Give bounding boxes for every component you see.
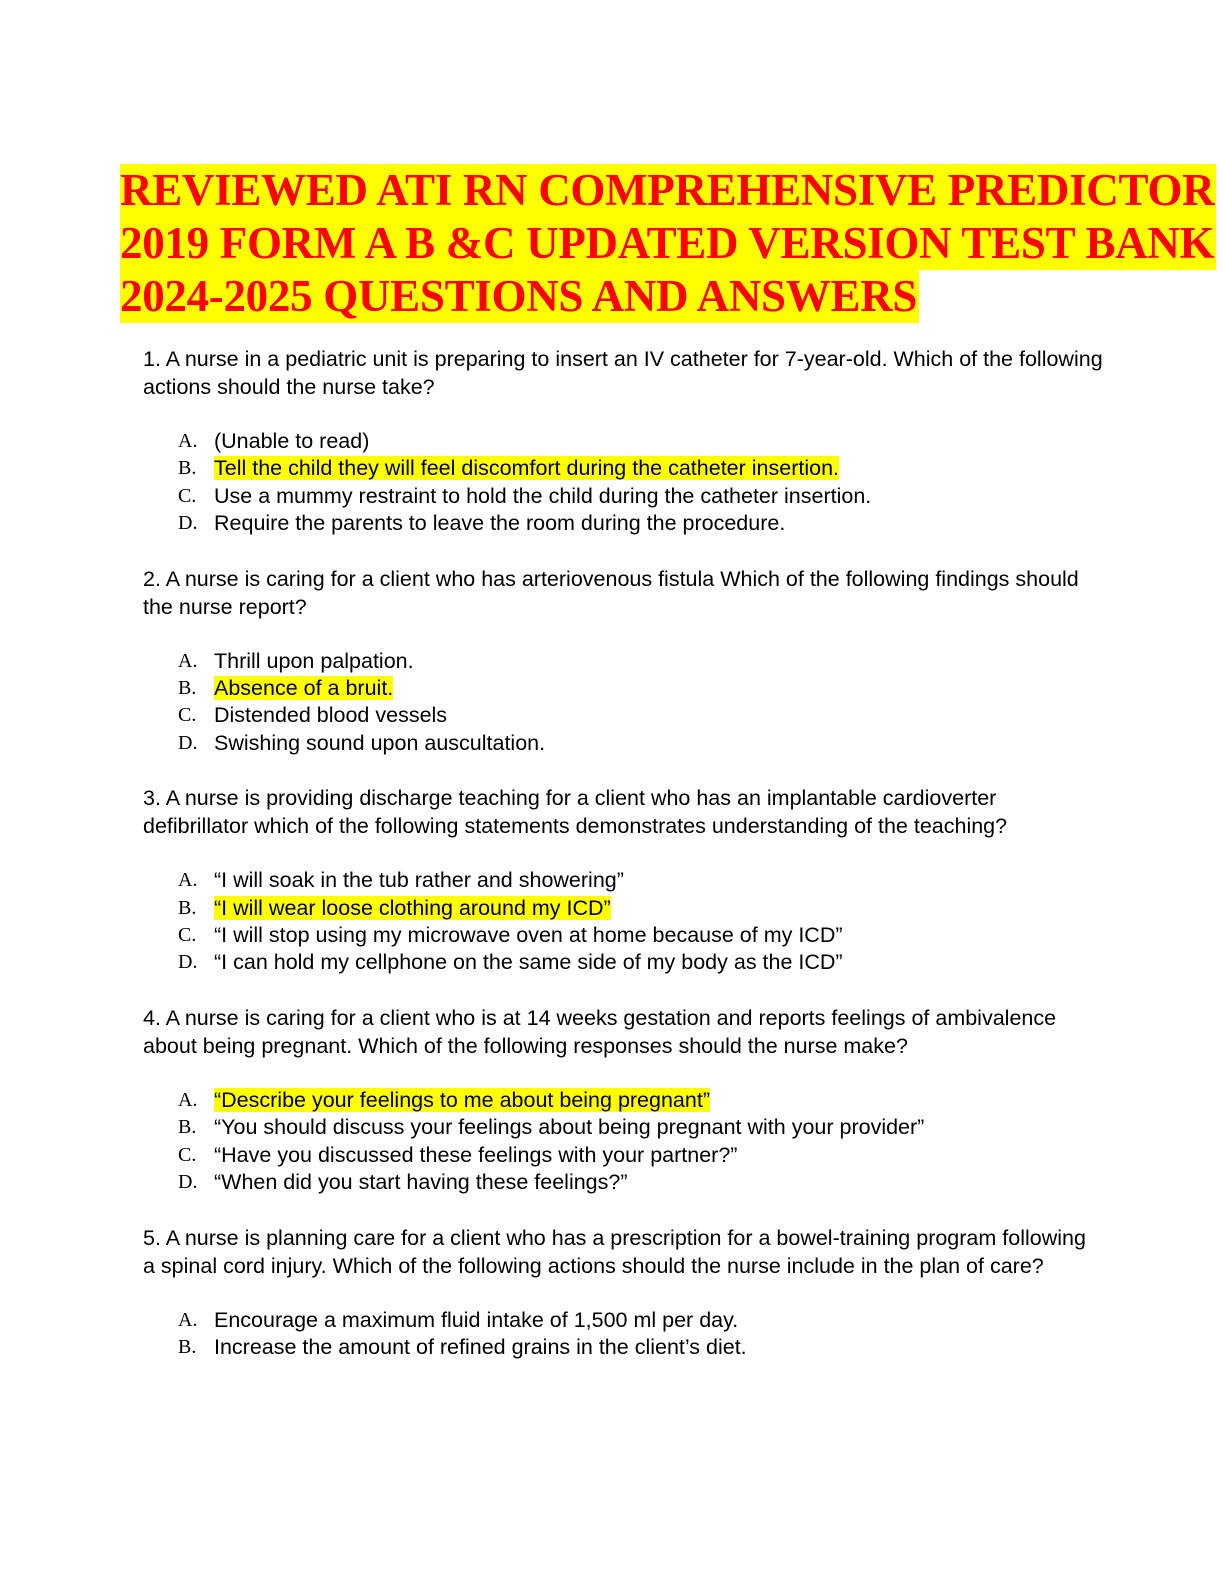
option-letter: B. bbox=[178, 1116, 197, 1139]
option-text: Encourage a maximum fluid intake of 1,500 ml per day. bbox=[214, 1307, 739, 1332]
document-title bbox=[120, 164, 1215, 323]
option-letter: A. bbox=[178, 1308, 198, 1331]
option-a bbox=[143, 1307, 1103, 1334]
option-text: “You should discuss your feelings about being pregnant with your provider” bbox=[214, 1115, 925, 1140]
question-3 bbox=[143, 784, 1103, 977]
highlighted-answer-text: “I will wear loose clothing around my ICD” bbox=[214, 895, 611, 920]
question-stem: 5. A nurse is planning care for a client who has a prescription for a bowel-training program following a spinal cord injury. Which of the following actions should the nurse include in the plan of care? bbox=[143, 1225, 1086, 1278]
option-letter: D. bbox=[178, 951, 198, 974]
option-b bbox=[143, 1114, 1103, 1141]
question-stem: 2. A nurse is caring for a client who has arteriovenous fistula Which of the following findings should the nurse report? bbox=[143, 566, 1079, 619]
question-1 bbox=[143, 345, 1103, 538]
option-text: Thrill upon palpation. bbox=[214, 648, 414, 673]
option-c bbox=[143, 1142, 1103, 1169]
option-text: “Have you discussed these feelings with your partner?” bbox=[214, 1142, 738, 1167]
question-2 bbox=[143, 565, 1103, 758]
question-stem: 1. A nurse in a pediatric unit is preparing to insert an IV catheter for 7-year-old. Which of the following actions should the nurse take? bbox=[143, 347, 1103, 399]
option-letter: C. bbox=[178, 484, 197, 507]
option-text: (Unable to read) bbox=[214, 429, 370, 453]
option-d bbox=[143, 730, 1103, 757]
option-c bbox=[143, 702, 1103, 729]
option-a bbox=[143, 1087, 1103, 1114]
answer-options bbox=[143, 867, 1103, 977]
option-letter: C. bbox=[178, 1143, 197, 1166]
option-letter: C. bbox=[178, 924, 197, 947]
title-line-3: 2024-2025 QUESTIONS AND ANSWERS bbox=[120, 271, 918, 321]
question-stem: 4. A nurse is caring for a client who is at 14 weeks gestation and reports feelings of ambivalence about being pregnant. Which of the following responses should the nurse make? bbox=[143, 1005, 1057, 1058]
option-letter: D. bbox=[178, 512, 198, 535]
highlighted-answer-text: Absence of a bruit. bbox=[214, 676, 394, 701]
answer-options bbox=[143, 428, 1103, 538]
option-b bbox=[143, 1334, 1103, 1361]
title-line-1: REVIEWED ATI RN COMPREHENSIVE PREDICTOR bbox=[120, 165, 1215, 215]
option-letter: B. bbox=[178, 896, 197, 919]
question-stem: 3. A nurse is providing discharge teaching for a client who has an implantable cardioverter defibrillator which of the following statements demonstrates understanding of the teaching? bbox=[143, 786, 1008, 839]
option-text: “When did you start having these feelings?” bbox=[214, 1170, 628, 1195]
option-text: “I can hold my cellphone on the same side of my body as the ICD” bbox=[214, 950, 843, 975]
option-letter: B. bbox=[178, 677, 197, 700]
option-letter: B. bbox=[178, 1335, 197, 1358]
option-c bbox=[143, 483, 1103, 510]
option-b bbox=[143, 455, 1103, 482]
option-letter: A. bbox=[178, 1088, 198, 1111]
option-d bbox=[143, 510, 1103, 537]
question-4 bbox=[143, 1004, 1103, 1197]
option-a bbox=[143, 867, 1103, 894]
option-letter: D. bbox=[178, 1171, 198, 1194]
option-letter: B. bbox=[178, 457, 197, 480]
title-line-2: 2019 FORM A B &C UPDATED VERSION TEST BANK bbox=[120, 218, 1215, 268]
option-d bbox=[143, 949, 1103, 976]
option-text: Swishing sound upon auscultation. bbox=[214, 730, 546, 755]
option-text: Use a mummy restraint to hold the child during the catheter insertion. bbox=[214, 483, 872, 508]
option-text: Increase the amount of refined grains in the client’s diet. bbox=[214, 1334, 747, 1359]
option-text: “I will soak in the tub rather and showering” bbox=[214, 868, 624, 893]
option-letter: A. bbox=[178, 869, 198, 892]
option-text: “I will stop using my microwave oven at home because of my ICD” bbox=[214, 923, 843, 948]
option-letter: C. bbox=[178, 704, 197, 727]
answer-options bbox=[143, 1307, 1103, 1362]
option-b bbox=[143, 675, 1103, 702]
option-c bbox=[143, 922, 1103, 949]
highlighted-answer-text: “Describe your feelings to me about being pregnant” bbox=[214, 1087, 710, 1112]
option-a bbox=[143, 648, 1103, 675]
option-b bbox=[143, 895, 1103, 922]
option-text: Require the parents to leave the room during the procedure. bbox=[214, 511, 786, 536]
question-list bbox=[143, 345, 1103, 1388]
option-text: Distended blood vessels bbox=[214, 703, 448, 728]
option-d bbox=[143, 1169, 1103, 1196]
option-letter: D. bbox=[178, 731, 198, 754]
answer-options bbox=[143, 1087, 1103, 1197]
option-letter: A. bbox=[178, 430, 198, 452]
question-5 bbox=[143, 1224, 1103, 1362]
option-letter: A. bbox=[178, 649, 198, 672]
option-a bbox=[143, 428, 1103, 455]
highlighted-answer-text: Tell the child they will feel discomfort during the catheter insertion. bbox=[214, 456, 840, 481]
answer-options bbox=[143, 648, 1103, 758]
